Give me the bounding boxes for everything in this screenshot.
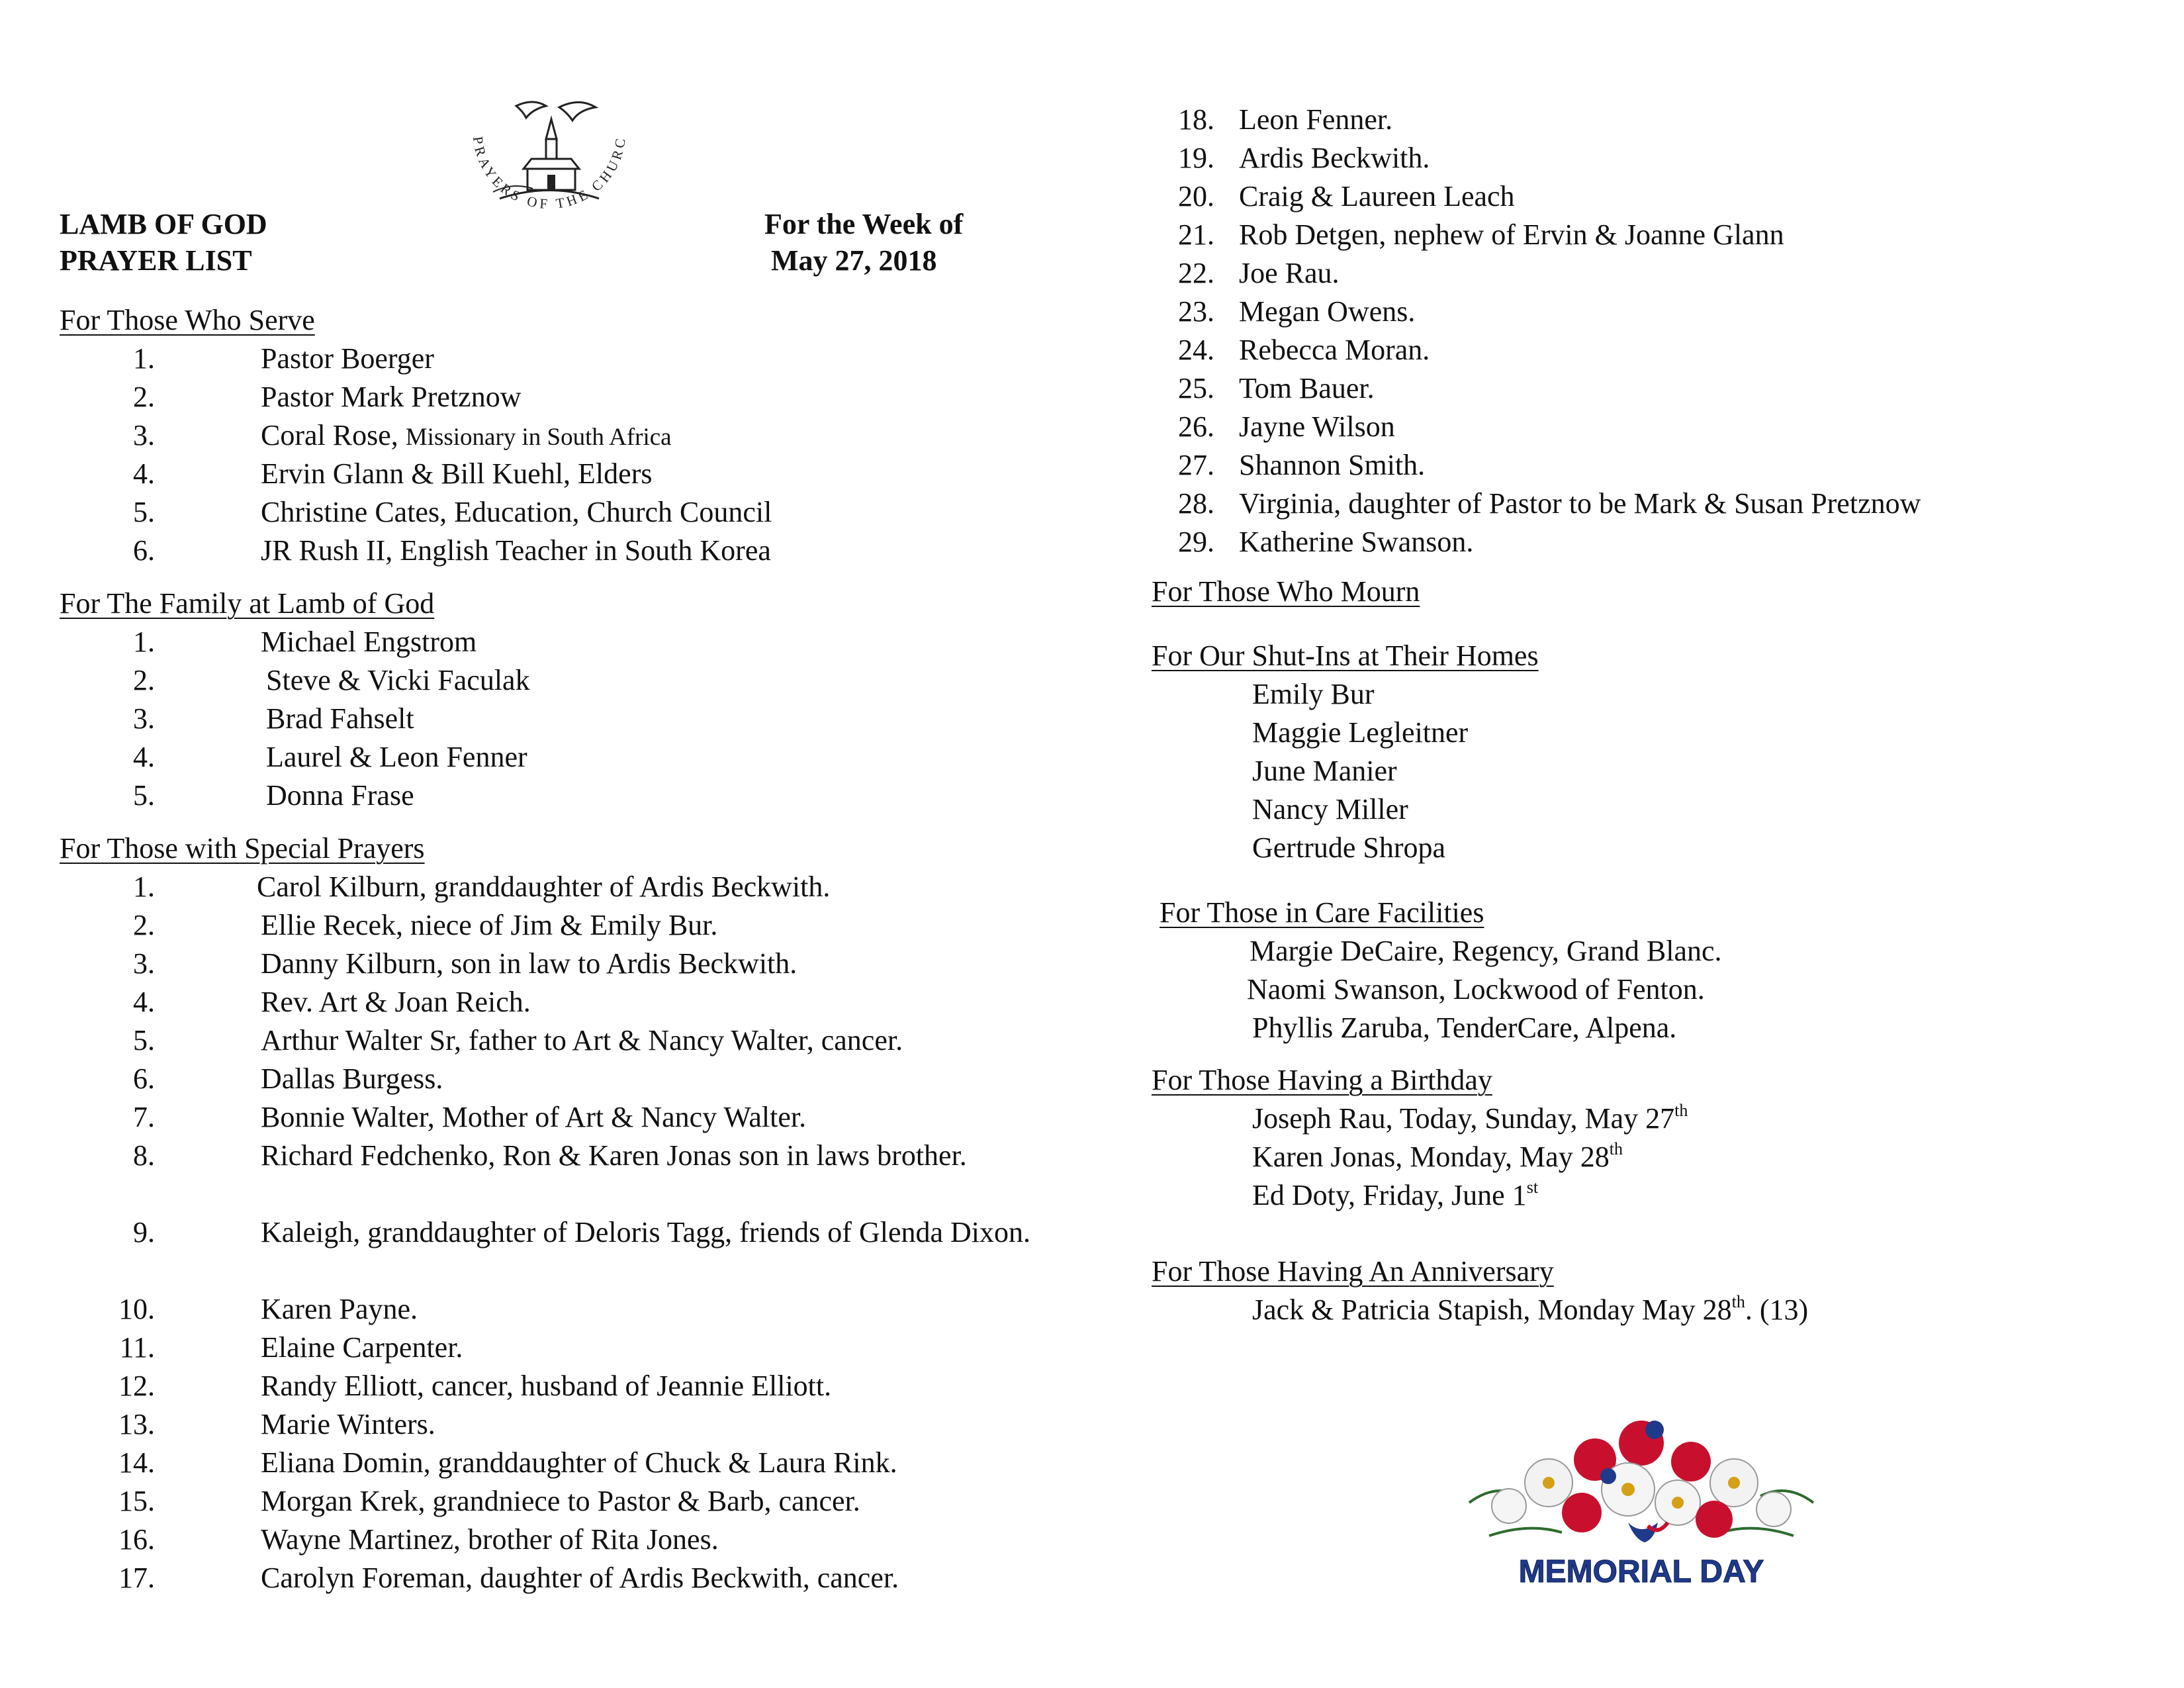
ordinal-suffix: st	[1526, 1178, 1539, 1197]
item-name: Jayne Wilson	[1239, 410, 1395, 443]
anniversary-text: Jack & Patricia Stapish, Monday May 28	[1252, 1293, 1732, 1326]
item-name: Megan Owens.	[1239, 295, 1416, 328]
item-number: 13.	[118, 1408, 155, 1440]
item-number: 6.	[133, 1062, 155, 1095]
item-number: 1.	[133, 870, 155, 903]
serve-heading: For Those Who Serve	[60, 304, 315, 336]
item-name: Joe Rau.	[1239, 257, 1340, 289]
list-item	[60, 493, 1152, 532]
list-item	[1152, 485, 2171, 523]
item-name: Rev. Art & Joan Reich.	[261, 986, 531, 1018]
item-name: Donna Frase	[266, 779, 414, 812]
list-item	[60, 738, 1152, 776]
item-name: Bonnie Walter, Mother of Art & Nancy Walter.	[261, 1101, 807, 1133]
list-item	[60, 983, 1152, 1021]
item-number: 3.	[133, 702, 155, 735]
item-number: 3.	[133, 419, 155, 451]
list-item	[60, 776, 1152, 815]
item-name: Virginia, daughter of Pastor to be Mark & Susan Pretznow	[1239, 487, 1921, 520]
list-item	[1152, 331, 2171, 369]
list-item: June Manier	[1252, 755, 1397, 787]
special-list-part1	[60, 868, 1152, 1597]
page-title-line1: LAMB OF GOD	[60, 208, 267, 240]
item-number: 25.	[1178, 372, 1214, 404]
item-number: 3.	[133, 947, 155, 980]
list-item	[60, 868, 1152, 906]
item-number: 19.	[1178, 142, 1214, 174]
list-item	[1252, 1138, 1688, 1176]
list-item	[60, 945, 1152, 983]
list-item	[60, 661, 1152, 700]
item-name: Rob Detgen, nephew of Ervin & Joanne Glann	[1239, 218, 1784, 251]
birthday-text: Karen Jonas, Monday, May 28	[1252, 1141, 1610, 1173]
list-item	[60, 906, 1152, 945]
birthday-section	[1152, 1061, 1688, 1215]
item-name: Michael Engstrom	[261, 626, 477, 658]
item-name: Shannon Smith.	[1239, 449, 1426, 481]
memorial-day-image	[1430, 1403, 1853, 1595]
list-item: Emily Bur	[1252, 678, 1375, 710]
list-item	[1152, 293, 2171, 331]
ordinal-suffix: th	[1609, 1139, 1623, 1158]
item-number: 24.	[1178, 334, 1214, 366]
logo-text-top: PRAYERS	[469, 135, 526, 206]
svg-text:PRAYERS OF THE CHURCH	[453, 93, 629, 212]
shutins-list	[1152, 675, 1539, 867]
list-item	[1152, 369, 2171, 408]
item-number: 20.	[1178, 180, 1214, 212]
item-name: Karen Payne.	[261, 1293, 418, 1325]
shutins-heading: For Our Shut-Ins at Their Homes	[1152, 639, 1539, 672]
list-item	[1152, 446, 2171, 485]
item-number: 14.	[118, 1446, 155, 1479]
list-item: Nancy Miller	[1252, 793, 1408, 825]
week-label: For the Week of	[764, 208, 964, 240]
list-item	[1152, 101, 2171, 139]
item-number: 17.	[118, 1562, 155, 1594]
memorial-day-flowers-icon	[1430, 1403, 1853, 1595]
list-item	[1152, 254, 2171, 293]
item-name: Marie Winters.	[261, 1408, 435, 1440]
serve-list	[60, 340, 1152, 570]
item-number: 4.	[133, 457, 155, 490]
page-title-line2: PRAYER LIST	[60, 244, 252, 277]
item-number: 4.	[133, 986, 155, 1018]
item-number: 27.	[1178, 449, 1214, 481]
list-item	[60, 416, 1152, 455]
care-list	[1152, 932, 1722, 1047]
list-item	[60, 623, 1152, 661]
list-item	[1252, 1100, 1688, 1138]
family-section	[60, 585, 1152, 815]
item-number: 2.	[133, 381, 155, 413]
list-item	[60, 1098, 1152, 1137]
item-name-main: Coral Rose,	[261, 419, 398, 451]
item-name: Carol Kilburn, granddaughter of Ardis Beckwith.	[257, 870, 831, 903]
mourn-heading: For Those Who Mourn	[1152, 575, 1420, 608]
item-number: 16.	[118, 1523, 155, 1556]
list-item	[60, 1444, 1152, 1482]
week-date: May 27, 2018	[771, 244, 937, 277]
item-number: 1.	[133, 626, 155, 658]
item-name: Wayne Martinez, brother of Rita Jones.	[261, 1523, 719, 1556]
list-item	[1152, 523, 2171, 561]
item-name: Eliana Domin, granddaughter of Chuck & Laura Rink.	[261, 1446, 897, 1479]
item-name: Richard Fedchenko, Ron & Karen Jonas son in laws brother.	[261, 1139, 967, 1172]
list-item	[60, 700, 1152, 738]
list-item	[60, 378, 1152, 416]
item-number: 22.	[1178, 257, 1214, 289]
item-name: Rebecca Moran.	[1239, 334, 1430, 366]
item-number: 8.	[133, 1139, 155, 1172]
list-item	[1152, 177, 2171, 216]
list-item	[60, 1405, 1152, 1444]
item-name: Laurel & Leon Fenner	[266, 741, 527, 773]
list-item: Naomi Swanson, Lockwood of Fenton.	[1247, 973, 1705, 1006]
item-number: 12.	[118, 1370, 155, 1402]
prayers-of-the-church-logo	[453, 93, 645, 245]
item-number: 28.	[1178, 487, 1214, 520]
list-item	[60, 1367, 1152, 1405]
item-name: Kaleigh, granddaughter of Deloris Tagg, friends of Glenda Dixon.	[261, 1216, 1031, 1248]
list-item	[60, 340, 1152, 378]
list-item	[60, 1559, 1152, 1597]
birthday-heading: For Those Having a Birthday	[1152, 1064, 1492, 1096]
item-name: Morgan Krek, grandniece to Pastor & Barb, cancer.	[261, 1485, 860, 1517]
anniversary-heading: For Those Having An Anniversary	[1152, 1255, 1554, 1288]
item-number: 4.	[133, 741, 155, 773]
item-name: Randy Elliott, cancer, husband of Jeannie Elliott.	[261, 1370, 832, 1402]
family-heading: For The Family at Lamb of God	[60, 587, 435, 620]
item-name: Ellie Recek, niece of Jim & Emily Bur.	[261, 909, 718, 941]
church-dove-icon	[453, 93, 645, 245]
item-name	[261, 416, 672, 457]
item-name: Dallas Burgess.	[261, 1062, 443, 1095]
item-number: 15.	[118, 1485, 155, 1517]
care-heading: For Those in Care Facilities	[1160, 896, 1484, 929]
ordinal-suffix: th	[1674, 1101, 1688, 1120]
item-name: Elaine Carpenter.	[261, 1331, 463, 1364]
item-number: 21.	[1178, 218, 1214, 251]
item-name: Arthur Walter Sr, father to Art & Nancy Walter, cancer.	[261, 1024, 903, 1056]
family-list	[60, 623, 1152, 815]
list-item	[60, 1137, 1152, 1213]
item-number: 5.	[133, 779, 155, 812]
item-number: 29.	[1178, 526, 1214, 558]
shutins-section	[1152, 637, 1539, 867]
list-item	[60, 1521, 1152, 1559]
item-number: 7.	[133, 1101, 155, 1133]
list-item	[1152, 216, 2171, 254]
ordinal-suffix: th	[1731, 1292, 1745, 1311]
list-item	[60, 532, 1152, 570]
list-item: Maggie Legleitner	[1252, 716, 1469, 749]
birthday-list	[1152, 1100, 1688, 1215]
list-item	[1152, 1291, 1808, 1329]
item-number: 10.	[118, 1293, 155, 1325]
special-heading: For Those with Special Prayers	[60, 832, 425, 865]
item-name: Steve & Vicki Faculak	[266, 664, 530, 696]
item-name: Leon Fenner.	[1239, 103, 1393, 136]
memorial-day-banner: MEMORIAL DAY	[1518, 1554, 1764, 1589]
list-item	[1152, 139, 2171, 177]
list-item	[60, 1329, 1152, 1367]
list-item	[1252, 1176, 1688, 1215]
item-name: Ervin Glann & Bill Kuehl, Elders	[261, 457, 653, 490]
item-name: Katherine Swanson.	[1239, 526, 1474, 558]
logo-text-bottom: OF THE CHURC	[525, 134, 629, 212]
list-item	[60, 1290, 1152, 1329]
item-number: 18.	[1178, 103, 1214, 136]
anniversary-section	[1152, 1252, 1808, 1329]
item-name: Danny Kilburn, son in law to Ardis Beckwith.	[261, 947, 797, 980]
item-name: Brad Fahselt	[266, 702, 414, 735]
list-item: Phyllis Zaruba, TenderCare, Alpena.	[1252, 1011, 1677, 1044]
item-name: JR Rush II, English Teacher in South Korea	[261, 534, 771, 567]
item-number: 2.	[133, 909, 155, 941]
item-number: 2.	[133, 664, 155, 696]
item-number: 11.	[119, 1331, 155, 1364]
item-name: Carolyn Foreman, daughter of Ardis Beckwith, cancer.	[261, 1562, 899, 1594]
item-number: 23.	[1178, 295, 1214, 328]
item-number: 9.	[133, 1216, 155, 1248]
special-list-part2	[1152, 101, 2171, 561]
birthday-text: Ed Doty, Friday, June 1	[1252, 1179, 1527, 1211]
item-number: 5.	[133, 496, 155, 528]
anniversary-tail: . (13)	[1745, 1293, 1809, 1326]
list-item	[60, 1060, 1152, 1098]
care-section	[1152, 894, 1722, 1047]
list-item	[60, 1482, 1152, 1521]
special-section	[60, 829, 1152, 1597]
item-name: Ardis Beckwith.	[1239, 142, 1430, 174]
item-name: Craig & Laureen Leach	[1239, 180, 1515, 212]
list-item: Gertrude Shropa	[1252, 831, 1446, 864]
list-item	[1152, 408, 2171, 446]
item-name: Tom Bauer.	[1239, 372, 1375, 404]
list-item	[60, 455, 1152, 493]
item-number: 6.	[133, 534, 155, 567]
list-item	[60, 1021, 1152, 1060]
list-item: Margie DeCaire, Regency, Grand Blanc.	[1250, 935, 1722, 967]
item-note: Missionary in South Africa	[405, 424, 672, 451]
item-name: Pastor Mark Pretznow	[261, 381, 522, 413]
item-name: Pastor Boerger	[261, 342, 434, 375]
item-number: 5.	[133, 1024, 155, 1056]
item-number: 1.	[133, 342, 155, 375]
item-name: Christine Cates, Education, Church Council	[261, 496, 772, 528]
serve-section	[60, 301, 1152, 570]
item-number: 26.	[1178, 410, 1214, 443]
birthday-text: Joseph Rau, Today, Sunday, May 27	[1252, 1102, 1675, 1135]
list-item	[60, 1213, 1152, 1290]
